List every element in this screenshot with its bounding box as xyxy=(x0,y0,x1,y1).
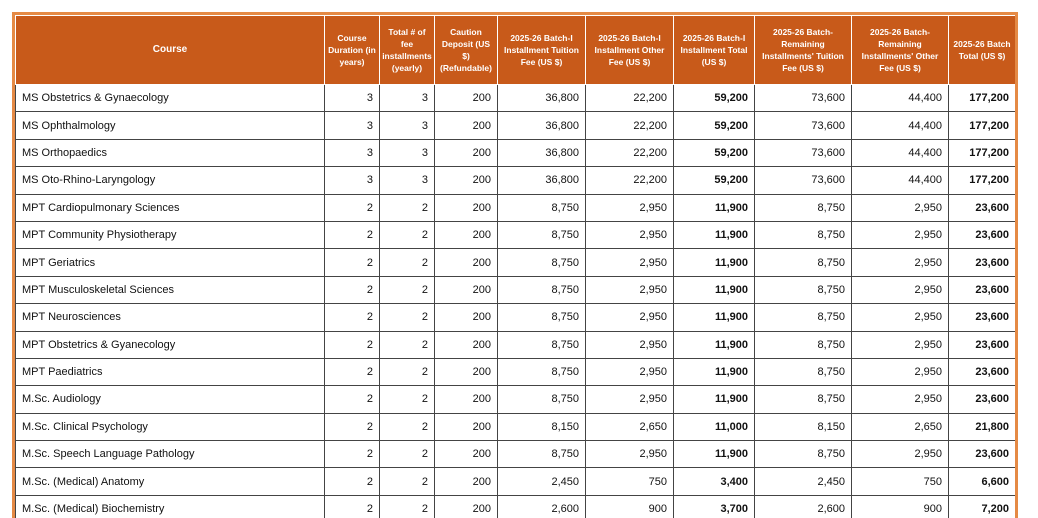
batch1-other-cell: 2,950 xyxy=(586,386,674,413)
batch1-other-cell: 2,950 xyxy=(586,276,674,303)
batch1-tuition-cell: 36,800 xyxy=(498,85,586,112)
remaining-other-cell: 2,950 xyxy=(852,221,949,248)
header-installments: Total # of fee installments (yearly) xyxy=(380,16,435,85)
course-cell: MS Orthopaedics xyxy=(16,139,325,166)
remaining-tuition-cell: 73,600 xyxy=(755,85,852,112)
table-row xyxy=(16,386,1016,413)
remaining-tuition-cell: 8,750 xyxy=(755,331,852,358)
remaining-other-cell: 2,950 xyxy=(852,276,949,303)
caution-deposit-cell: 200 xyxy=(435,304,498,331)
batch-total-cell: 177,200 xyxy=(949,167,1016,194)
remaining-tuition-cell: 8,750 xyxy=(755,441,852,468)
batch-total-cell: 21,800 xyxy=(949,413,1016,440)
remaining-tuition-cell: 8,750 xyxy=(755,249,852,276)
batch1-total-cell: 3,700 xyxy=(674,495,755,518)
caution-deposit-cell: 200 xyxy=(435,85,498,112)
batch1-total-cell: 59,200 xyxy=(674,167,755,194)
remaining-tuition-cell: 2,450 xyxy=(755,468,852,495)
batch1-tuition-cell: 8,750 xyxy=(498,249,586,276)
remaining-other-cell: 44,400 xyxy=(852,112,949,139)
batch1-tuition-cell: 8,750 xyxy=(498,221,586,248)
caution-deposit-cell: 200 xyxy=(435,441,498,468)
batch1-total-cell: 11,900 xyxy=(674,386,755,413)
installments-cell: 3 xyxy=(380,167,435,194)
table-row xyxy=(16,221,1016,248)
batch-total-cell: 177,200 xyxy=(949,139,1016,166)
remaining-tuition-cell: 8,750 xyxy=(755,276,852,303)
caution-deposit-cell: 200 xyxy=(435,358,498,385)
remaining-other-cell: 2,950 xyxy=(852,304,949,331)
batch1-other-cell: 2,950 xyxy=(586,221,674,248)
batch1-tuition-cell: 8,750 xyxy=(498,358,586,385)
batch1-total-cell: 59,200 xyxy=(674,85,755,112)
duration-cell: 2 xyxy=(325,304,380,331)
course-cell: M.Sc. Speech Language Pathology xyxy=(16,441,325,468)
batch-total-cell: 177,200 xyxy=(949,85,1016,112)
remaining-other-cell: 2,950 xyxy=(852,249,949,276)
remaining-other-cell: 2,950 xyxy=(852,358,949,385)
batch1-other-cell: 2,950 xyxy=(586,358,674,385)
batch1-tuition-cell: 36,800 xyxy=(498,112,586,139)
batch1-other-cell: 750 xyxy=(586,468,674,495)
remaining-other-cell: 900 xyxy=(852,495,949,518)
remaining-tuition-cell: 2,600 xyxy=(755,495,852,518)
header-batch1-other: 2025-26 Batch-I Installment Other Fee (US $) xyxy=(586,16,674,85)
caution-deposit-cell: 200 xyxy=(435,413,498,440)
batch-total-cell: 23,600 xyxy=(949,386,1016,413)
duration-cell: 2 xyxy=(325,441,380,468)
duration-cell: 2 xyxy=(325,221,380,248)
duration-cell: 2 xyxy=(325,386,380,413)
header-remaining-tuition: 2025-26 Batch-Remaining Installments' Tuition Fee (US $) xyxy=(755,16,852,85)
duration-cell: 2 xyxy=(325,358,380,385)
remaining-other-cell: 44,400 xyxy=(852,85,949,112)
table-row xyxy=(16,413,1016,440)
batch-total-cell: 23,600 xyxy=(949,221,1016,248)
batch1-tuition-cell: 2,600 xyxy=(498,495,586,518)
remaining-tuition-cell: 73,600 xyxy=(755,139,852,166)
duration-cell: 2 xyxy=(325,276,380,303)
caution-deposit-cell: 200 xyxy=(435,386,498,413)
table-row xyxy=(16,495,1016,518)
batch1-other-cell: 2,950 xyxy=(586,249,674,276)
course-cell: MS Ophthalmology xyxy=(16,112,325,139)
batch1-other-cell: 22,200 xyxy=(586,85,674,112)
batch1-total-cell: 11,900 xyxy=(674,304,755,331)
header-caution-deposit: Caution Deposit (US $)(Refundable) xyxy=(435,16,498,85)
installments-cell: 2 xyxy=(380,194,435,221)
batch1-total-cell: 11,900 xyxy=(674,194,755,221)
installments-cell: 2 xyxy=(380,468,435,495)
header-duration: Course Duration (in years) xyxy=(325,16,380,85)
duration-cell: 2 xyxy=(325,413,380,440)
installments-cell: 2 xyxy=(380,249,435,276)
batch1-total-cell: 11,900 xyxy=(674,331,755,358)
duration-cell: 2 xyxy=(325,468,380,495)
batch1-tuition-cell: 2,450 xyxy=(498,468,586,495)
batch1-total-cell: 3,400 xyxy=(674,468,755,495)
batch1-total-cell: 11,900 xyxy=(674,276,755,303)
remaining-other-cell: 2,950 xyxy=(852,331,949,358)
duration-cell: 3 xyxy=(325,139,380,166)
installments-cell: 2 xyxy=(380,413,435,440)
duration-cell: 2 xyxy=(325,331,380,358)
installments-cell: 2 xyxy=(380,441,435,468)
installments-cell: 2 xyxy=(380,358,435,385)
course-cell: MPT Neurosciences xyxy=(16,304,325,331)
remaining-other-cell: 2,650 xyxy=(852,413,949,440)
batch-total-cell: 23,600 xyxy=(949,331,1016,358)
table-row xyxy=(16,331,1016,358)
batch1-tuition-cell: 8,750 xyxy=(498,194,586,221)
caution-deposit-cell: 200 xyxy=(435,167,498,194)
batch1-total-cell: 11,900 xyxy=(674,249,755,276)
course-cell: MPT Community Physiotherapy xyxy=(16,221,325,248)
course-cell: M.Sc. Audiology xyxy=(16,386,325,413)
table-row xyxy=(16,139,1016,166)
batch1-tuition-cell: 8,750 xyxy=(498,304,586,331)
remaining-other-cell: 2,950 xyxy=(852,386,949,413)
batch1-other-cell: 2,950 xyxy=(586,441,674,468)
table-row xyxy=(16,112,1016,139)
table-row xyxy=(16,85,1016,112)
caution-deposit-cell: 200 xyxy=(435,495,498,518)
header-batch1-total: 2025-26 Batch-I Installment Total (US $) xyxy=(674,16,755,85)
caution-deposit-cell: 200 xyxy=(435,194,498,221)
installments-cell: 3 xyxy=(380,112,435,139)
table-row xyxy=(16,468,1016,495)
course-cell: MPT Paediatrics xyxy=(16,358,325,385)
remaining-tuition-cell: 8,750 xyxy=(755,194,852,221)
table-header-row xyxy=(16,16,1016,85)
batch1-total-cell: 59,200 xyxy=(674,139,755,166)
header-batch1-tuition: 2025-26 Batch-I Installment Tuition Fee (US $) xyxy=(498,16,586,85)
batch1-tuition-cell: 8,750 xyxy=(498,441,586,468)
remaining-tuition-cell: 8,750 xyxy=(755,221,852,248)
header-batch-total: 2025-26 Batch Total (US $) xyxy=(949,16,1016,85)
batch-total-cell: 23,600 xyxy=(949,276,1016,303)
duration-cell: 2 xyxy=(325,495,380,518)
remaining-other-cell: 44,400 xyxy=(852,139,949,166)
batch1-other-cell: 2,950 xyxy=(586,331,674,358)
table-row xyxy=(16,249,1016,276)
table-row xyxy=(16,276,1016,303)
batch-total-cell: 177,200 xyxy=(949,112,1016,139)
batch1-total-cell: 11,900 xyxy=(674,221,755,248)
duration-cell: 2 xyxy=(325,194,380,221)
course-cell: M.Sc. (Medical) Biochemistry xyxy=(16,495,325,518)
remaining-other-cell: 2,950 xyxy=(852,194,949,221)
batch1-other-cell: 2,950 xyxy=(586,194,674,221)
course-cell: M.Sc. Clinical Psychology xyxy=(16,413,325,440)
caution-deposit-cell: 200 xyxy=(435,249,498,276)
batch1-other-cell: 2,650 xyxy=(586,413,674,440)
batch-total-cell: 7,200 xyxy=(949,495,1016,518)
header-course: Course xyxy=(16,16,325,85)
table-row xyxy=(16,358,1016,385)
duration-cell: 2 xyxy=(325,249,380,276)
batch1-total-cell: 59,200 xyxy=(674,112,755,139)
remaining-tuition-cell: 8,150 xyxy=(755,413,852,440)
remaining-other-cell: 44,400 xyxy=(852,167,949,194)
fee-table-frame xyxy=(12,12,1018,518)
installments-cell: 2 xyxy=(380,276,435,303)
batch1-tuition-cell: 8,750 xyxy=(498,331,586,358)
table-row xyxy=(16,167,1016,194)
batch1-total-cell: 11,900 xyxy=(674,441,755,468)
batch-total-cell: 23,600 xyxy=(949,441,1016,468)
remaining-tuition-cell: 8,750 xyxy=(755,304,852,331)
installments-cell: 2 xyxy=(380,304,435,331)
batch1-tuition-cell: 8,750 xyxy=(498,386,586,413)
header-remaining-other: 2025-26 Batch-Remaining Installments' Other Fee (US $) xyxy=(852,16,949,85)
batch-total-cell: 23,600 xyxy=(949,358,1016,385)
remaining-tuition-cell: 73,600 xyxy=(755,167,852,194)
course-cell: MPT Geriatrics xyxy=(16,249,325,276)
installments-cell: 2 xyxy=(380,331,435,358)
batch-total-cell: 6,600 xyxy=(949,468,1016,495)
batch1-tuition-cell: 36,800 xyxy=(498,167,586,194)
course-cell: MS Oto-Rhino-Laryngology xyxy=(16,167,325,194)
batch1-total-cell: 11,900 xyxy=(674,358,755,385)
installments-cell: 2 xyxy=(380,386,435,413)
fee-table xyxy=(15,15,1016,518)
remaining-other-cell: 2,950 xyxy=(852,441,949,468)
batch-total-cell: 23,600 xyxy=(949,249,1016,276)
caution-deposit-cell: 200 xyxy=(435,468,498,495)
installments-cell: 2 xyxy=(380,221,435,248)
duration-cell: 3 xyxy=(325,167,380,194)
course-cell: MPT Obstetrics & Gyanecology xyxy=(16,331,325,358)
remaining-tuition-cell: 73,600 xyxy=(755,112,852,139)
batch1-total-cell: 11,000 xyxy=(674,413,755,440)
batch-total-cell: 23,600 xyxy=(949,194,1016,221)
batch1-other-cell: 22,200 xyxy=(586,139,674,166)
table-body xyxy=(16,85,1016,518)
installments-cell: 2 xyxy=(380,495,435,518)
duration-cell: 3 xyxy=(325,112,380,139)
course-cell: MPT Cardiopulmonary Sciences xyxy=(16,194,325,221)
batch1-other-cell: 22,200 xyxy=(586,112,674,139)
course-cell: MS Obstetrics & Gynaecology xyxy=(16,85,325,112)
batch-total-cell: 23,600 xyxy=(949,304,1016,331)
batch1-other-cell: 2,950 xyxy=(586,304,674,331)
installments-cell: 3 xyxy=(380,139,435,166)
duration-cell: 3 xyxy=(325,85,380,112)
batch1-tuition-cell: 36,800 xyxy=(498,139,586,166)
caution-deposit-cell: 200 xyxy=(435,331,498,358)
batch1-other-cell: 22,200 xyxy=(586,167,674,194)
caution-deposit-cell: 200 xyxy=(435,276,498,303)
course-cell: M.Sc. (Medical) Anatomy xyxy=(16,468,325,495)
course-cell: MPT Musculoskeletal Sciences xyxy=(16,276,325,303)
table-row xyxy=(16,194,1016,221)
remaining-other-cell: 750 xyxy=(852,468,949,495)
table-row xyxy=(16,441,1016,468)
batch1-tuition-cell: 8,150 xyxy=(498,413,586,440)
remaining-tuition-cell: 8,750 xyxy=(755,358,852,385)
table-row xyxy=(16,304,1016,331)
batch1-other-cell: 900 xyxy=(586,495,674,518)
remaining-tuition-cell: 8,750 xyxy=(755,386,852,413)
batch1-tuition-cell: 8,750 xyxy=(498,276,586,303)
installments-cell: 3 xyxy=(380,85,435,112)
caution-deposit-cell: 200 xyxy=(435,221,498,248)
caution-deposit-cell: 200 xyxy=(435,112,498,139)
caution-deposit-cell: 200 xyxy=(435,139,498,166)
